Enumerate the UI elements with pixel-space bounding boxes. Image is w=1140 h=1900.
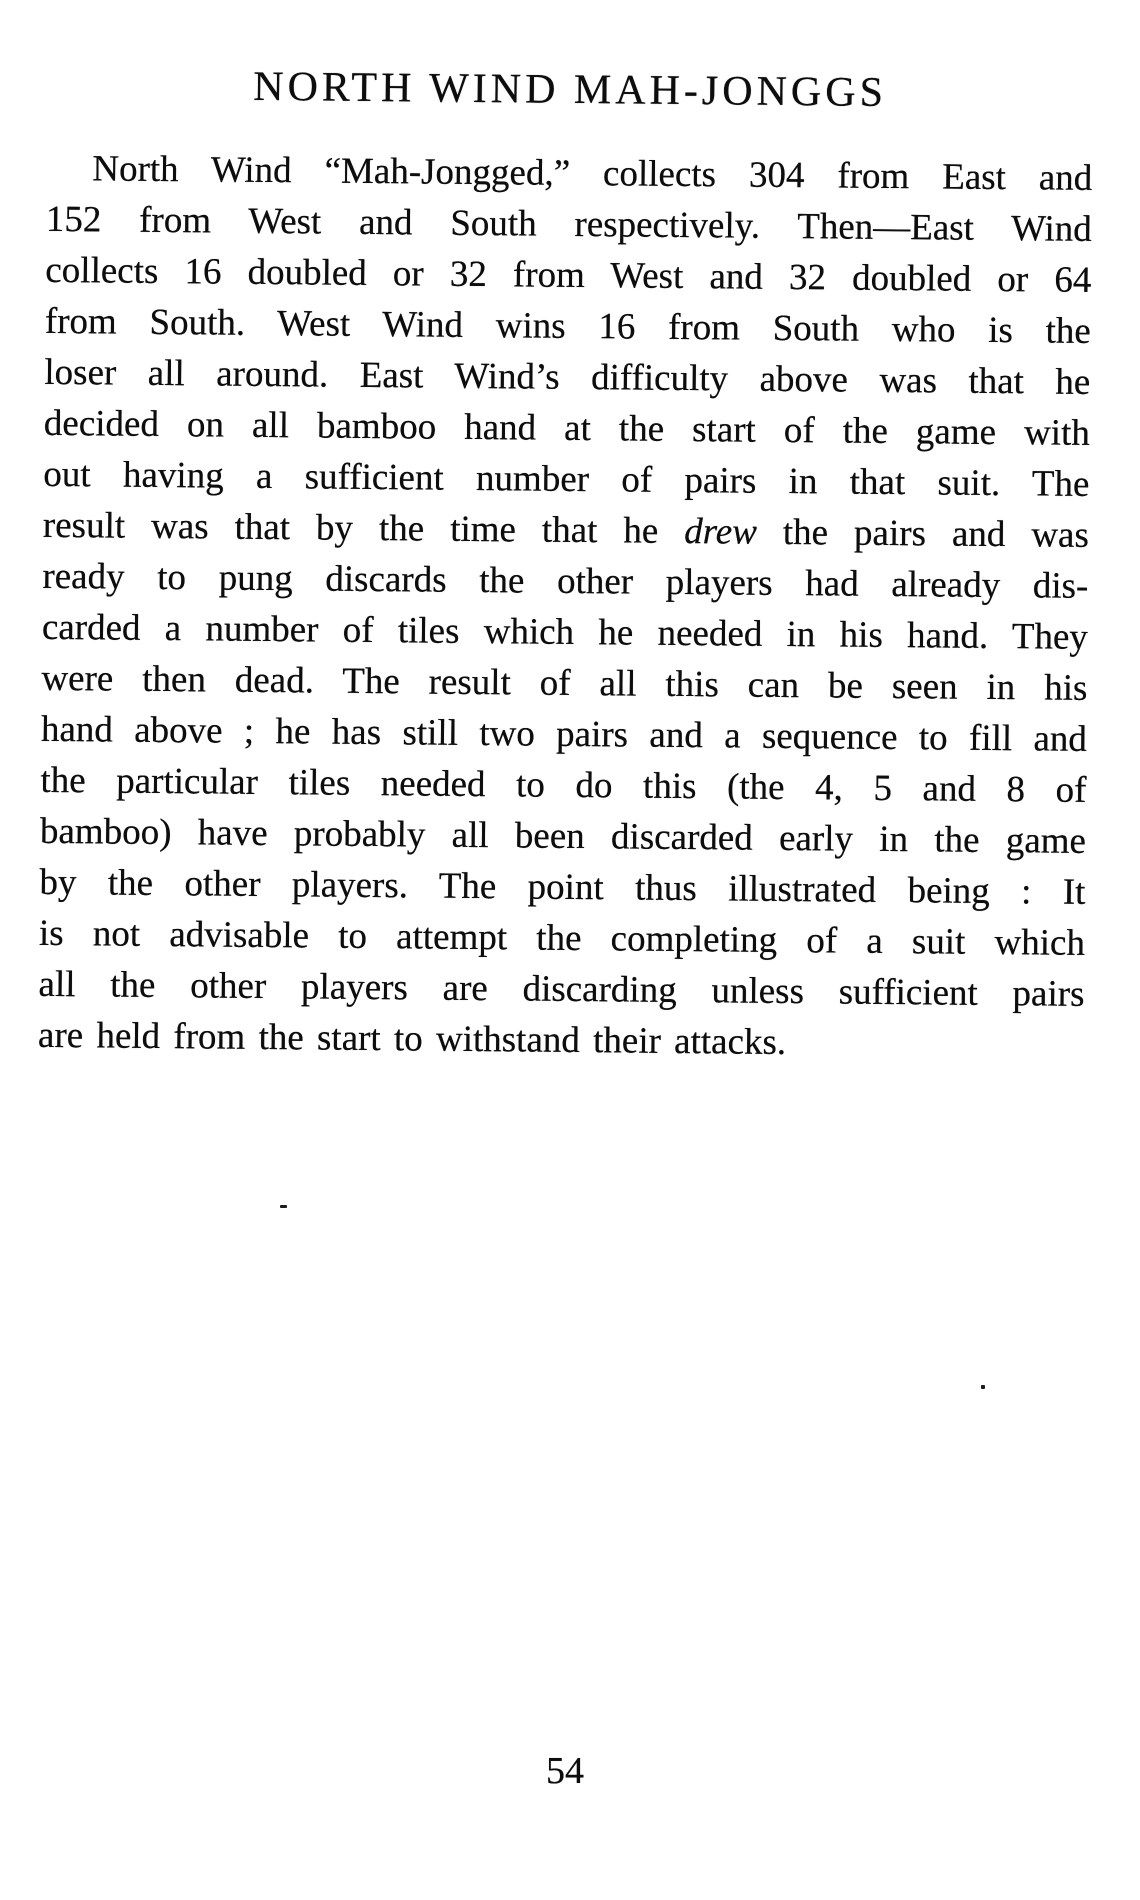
text-segment: bamboo) have probably all been discarded early in the game	[39, 810, 1087, 862]
text-segment: loser all around. East Wind’s difficulty above was that he	[44, 351, 1091, 403]
text-segment: North Wind “Mah-Jongged,” collects 304 from East and	[92, 148, 1093, 199]
text-segment: by the other players. The point thus illustrated being : It	[39, 861, 1086, 913]
text-segment: the pairs and was	[756, 511, 1090, 556]
text-segment: decided on all bamboo hand at the start of the game with	[43, 402, 1091, 454]
paragraph-line	[38, 1010, 1084, 1071]
text-segment: result was that by the time that he	[42, 504, 685, 553]
text-segment: were then dead. The result of all this can be seen in his	[41, 657, 1088, 709]
text-segment: all the other players are discarding unless sufficient pairs	[38, 963, 1085, 1015]
text-segment: 152 from West and South respectively. Then—East Wind	[45, 198, 1093, 250]
page-title: NORTH WIND MAH-JONGGS	[253, 63, 888, 116]
text-segment: ready to pung discards the other players had already dis-	[42, 555, 1089, 607]
page-number: 54	[546, 1750, 584, 1792]
text-segment: are held from the start to withstand their attacks.	[37, 1014, 787, 1064]
text-segment: is not advisable to attempt the completing of a suit which	[38, 912, 1086, 964]
italic-text: drew	[684, 511, 758, 553]
text-segment: the particular tiles needed to do this (the 4, 5 and 8 of	[40, 759, 1087, 811]
text-segment: hand above ; he has still two pairs and a sequence to fill and	[40, 708, 1088, 760]
ink-speck	[981, 1385, 985, 1389]
paragraph	[38, 143, 1093, 1071]
text-segment: collects 16 doubled or 32 from West and 32 doubled or 64	[45, 249, 1092, 301]
text-segment: carded a number of tiles which he needed in his hand. They	[41, 606, 1089, 658]
text-segment: from South. West Wind wins 16 from South who is the	[44, 300, 1092, 352]
ink-speck	[280, 1205, 287, 1208]
text-segment: out having a sufficient number of pairs in that suit. The	[43, 453, 1090, 505]
